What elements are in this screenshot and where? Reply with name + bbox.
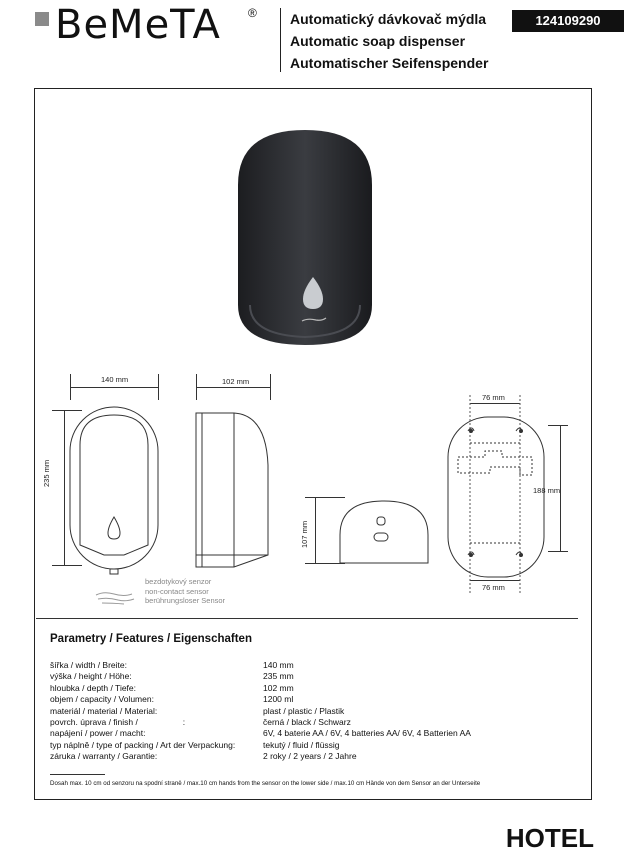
sensor-hand-icon [92,585,142,607]
dim-side-depth: 102 mm [222,377,250,386]
spec-table [50,660,471,763]
spec-value: 2 roky / 2 years / 2 Jahre [263,751,357,762]
spec-row [50,706,471,717]
title-de: Automatischer Seifenspender [290,55,489,71]
dim-line-depth [196,387,270,388]
product-photo [230,125,380,350]
spec-row [50,671,471,682]
spec-label: hloubka / depth / Tiefe: [50,682,137,693]
spec-value: 235 mm [263,671,294,682]
dim-line-back-height [560,425,561,551]
bottom-view-drawing [336,497,436,567]
spec-label: záruka / warranty / Garantie: [50,751,158,762]
spec-label: povrch. úprava / finish / : [50,717,186,728]
spec-value: plast / plastic / Plastik [263,705,345,716]
dim-line-width [70,387,158,388]
header-divider [280,8,281,72]
spec-value: černá / black / Schwarz [263,717,351,728]
spec-value: tekutý / fluid / flüssig [263,739,340,750]
spec-row [50,728,471,739]
spec-label: napájení / power / macht: [50,728,146,739]
dim-front-height: 235 mm [42,459,51,487]
spec-value: 140 mm [263,660,294,670]
spec-value: 6V, 4 baterie AA / 6V, 4 batteries AA/ 6V, 4 Batterien AA [263,728,471,739]
spec-value: 1200 ml [263,694,294,705]
dim-back-height: 188 mm [533,486,561,495]
spec-value: 102 mm [263,682,294,693]
logo-square [35,12,49,26]
footnote-rule [50,774,105,775]
dim-tick [70,374,71,400]
dim-back-width-top: 76 mm [482,393,505,402]
product-code: 124109290 [512,10,624,32]
side-drawing [194,405,274,580]
spec-label: výška / height / Höhe: [50,671,132,682]
sensor-labels [145,577,225,606]
spec-row [50,660,471,671]
dim-tick [158,374,159,400]
spec-label: šířka / width / Breite: [50,660,127,670]
dim-front-width: 140 mm [101,375,129,384]
registered-mark: ® [248,6,257,20]
dim-tick [270,374,271,400]
spec-row [50,751,471,762]
product-titles [290,8,488,74]
spec-label: typ náplně / type of packing / Art der Verpackung: [50,739,236,750]
title-en: Automatic soap dispenser [290,33,466,49]
spec-row [50,740,471,751]
footnote: Dosah max. 10 cm od senzoru na spodní straně / max.10 cm hands from the sensor on the lower side / max.10 cm Hände von dem Sensor an der Unterseite [50,780,481,787]
dim-line-height [64,410,65,565]
section-divider [36,618,578,619]
dim-tick [196,374,197,400]
spec-row [50,717,471,728]
dim-back-width-bottom: 76 mm [482,583,505,592]
front-drawing [68,405,162,580]
sensor-label-de: berührungsloser Sensor [145,596,226,605]
category-label: HOTEL [505,823,594,853]
dim-bottom-height: 107 mm [300,520,309,548]
spec-label: objem / capacity / Volumen: [50,694,154,705]
spec-row [50,694,471,705]
sensor-label-en: non-contact sensor [145,586,209,596]
brand-logo: BeMeTA [55,2,221,48]
title-cz: Automatický dávkovač mýdla [290,11,487,27]
dim-line-bottom-height [315,497,316,563]
back-view-drawing [440,395,552,595]
spec-label: materiál / material / Material: [50,705,158,716]
section-title: Parametry / Features / Eigenschaften [50,633,252,645]
spec-row [50,683,471,694]
sensor-label-cz: bezdotykový senzor [145,577,212,586]
